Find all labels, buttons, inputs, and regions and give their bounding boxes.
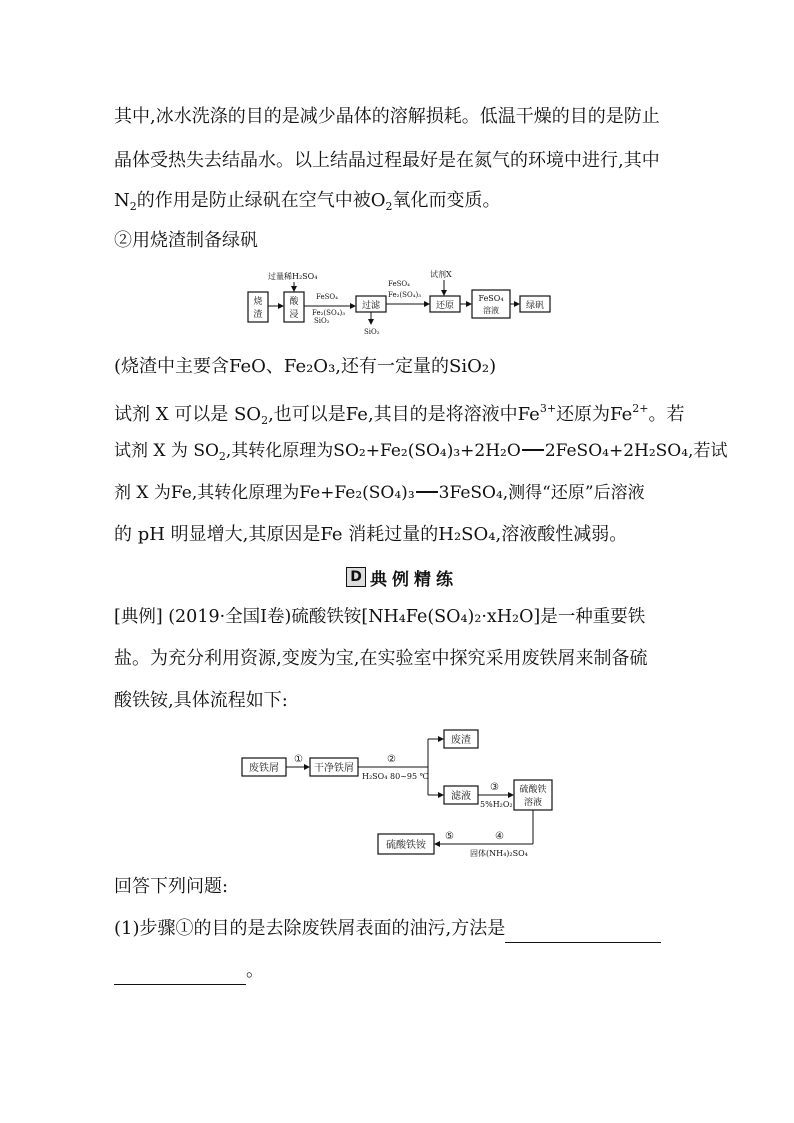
superscript: 3+ xyxy=(539,402,557,415)
paragraph-line: [典例] (2019·全国Ⅰ卷)硫酸铁铵[NH₄Fe(SO₄)₂·xH₂O]是一种重要铁 xyxy=(114,607,646,627)
text-run: 还原为Fe xyxy=(556,404,633,425)
box-label: 溶液 xyxy=(483,306,499,315)
flowchart-ammonium-iron-sulfate xyxy=(240,722,560,862)
reagent-label: 试剂X xyxy=(430,270,452,279)
question-text: (1)步骤①的目的是去除废铁屑表面的油污,方法是 xyxy=(114,918,506,939)
box-label: 酸 xyxy=(289,297,299,307)
paragraph-line: 晶体受热失去结晶水。以上结晶过程最好是在氮气的环境中进行,其中 xyxy=(114,150,660,171)
box-label: 干净铁屑 xyxy=(314,763,354,774)
step-label: ⑤ xyxy=(445,831,454,842)
reagent-label: 过量稀H₂SO₄ xyxy=(268,272,318,281)
box-label: 烧 xyxy=(253,297,263,307)
condition-label: 5%H₂O₂ xyxy=(480,800,513,809)
stream-label: Fe₂(SO₄)₃ xyxy=(312,309,346,317)
flowchart-lvfan xyxy=(240,268,560,340)
box-label: FeSO₄ xyxy=(478,294,504,303)
condition-label: H₂SO₄ 80~95 ℃ xyxy=(362,772,429,781)
equation-sign xyxy=(522,449,544,451)
subscript: 2 xyxy=(129,200,137,213)
stream-label: Fe₂(SO₄)₃ xyxy=(388,291,422,299)
answer-blank[interactable] xyxy=(505,920,661,943)
paragraph-line xyxy=(114,482,645,504)
condition-label: 固体(NH₄)₂SO₄ xyxy=(470,849,528,858)
question-1 xyxy=(114,918,661,943)
box-label: 还原 xyxy=(435,301,455,311)
answer-blank[interactable] xyxy=(114,962,246,985)
text-run: 试剂 X 可以是 SO xyxy=(114,404,262,425)
superscript: 2+ xyxy=(632,402,649,415)
question-1-continuation xyxy=(114,960,264,985)
step-label: ① xyxy=(294,754,303,765)
box-label: 废渣 xyxy=(451,735,471,746)
step-label: ② xyxy=(387,754,396,765)
stream-label: FeSO₄ xyxy=(316,293,338,301)
paragraph-line xyxy=(114,398,684,432)
text-run: 试剂 X 为 SO xyxy=(114,441,219,461)
paragraph-line: 其中,冰水洗涤的目的是减少晶体的溶解损耗。低温干燥的目的是防止 xyxy=(114,106,660,127)
text-run: 。若 xyxy=(648,404,685,425)
text-run: 氧化而变质。 xyxy=(392,190,501,211)
text-run: 剂 X 为Fe,其转化原理为Fe+Fe₂(SO₄)₃ xyxy=(114,483,415,503)
stream-label: SiO₂ xyxy=(364,328,380,336)
question-text: 。 xyxy=(246,960,264,981)
text-run: 3FeSO₄,测得“还原”后溶液 xyxy=(438,483,645,503)
subscript: 2 xyxy=(385,200,393,213)
step-label: ④ xyxy=(495,831,504,842)
subscript: 2 xyxy=(218,450,226,463)
paragraph-line xyxy=(114,440,727,468)
questions-intro: 回答下列问题: xyxy=(114,876,229,897)
paragraph-line: 的 pH 明显增大,其原因是Fe 消耗过量的H₂SO₄,溶液酸性减弱。 xyxy=(114,524,628,545)
text-run: N xyxy=(114,190,130,211)
paragraph-line: 盐。为充分利用资源,变废为宝,在实验室中探究采用废铁屑来制备硫 xyxy=(114,648,648,669)
stream-label: SiO₂ xyxy=(314,317,330,325)
subscript: 2 xyxy=(261,414,269,427)
box-label: 渣 xyxy=(253,310,263,320)
box-label: 过滤 xyxy=(361,301,381,311)
text-run: ,其转化原理为SO₂+Fe₂(SO₄)₃+2H₂O xyxy=(225,441,521,461)
box-label: 滤液 xyxy=(451,791,471,802)
step-label: ③ xyxy=(490,782,499,793)
section-title: 典例精练 xyxy=(370,569,458,590)
box-label: 废铁屑 xyxy=(249,763,279,774)
text-run: 2FeSO₄+2H₂SO₄,若试 xyxy=(544,441,728,461)
section-badge: D xyxy=(346,567,366,587)
box-label: 绿矾 xyxy=(525,301,545,311)
text-run: ,也可以是Fe,其目的是将溶液中Fe xyxy=(268,404,540,425)
paragraph-line: 酸铁铵,具体流程如下: xyxy=(114,690,288,711)
box-label: 溶液 xyxy=(523,798,543,808)
stream-label: FeSO₄ xyxy=(388,280,410,288)
note-line: (烧渣中主要含FeO、Fe₂O₃,还有一定量的SiO₂) xyxy=(114,356,497,377)
box-label: 浸 xyxy=(289,310,299,320)
box-label: 硫酸铁 xyxy=(519,785,547,795)
box-label: 硫酸铁铵 xyxy=(386,840,426,851)
section-heading: ②用烧渣制备绿矾 xyxy=(114,230,258,251)
paragraph-line xyxy=(114,190,501,218)
text-run: 的作用是防止绿矾在空气中被O xyxy=(136,190,386,211)
section-banner xyxy=(346,566,458,588)
equation-sign xyxy=(416,491,438,493)
